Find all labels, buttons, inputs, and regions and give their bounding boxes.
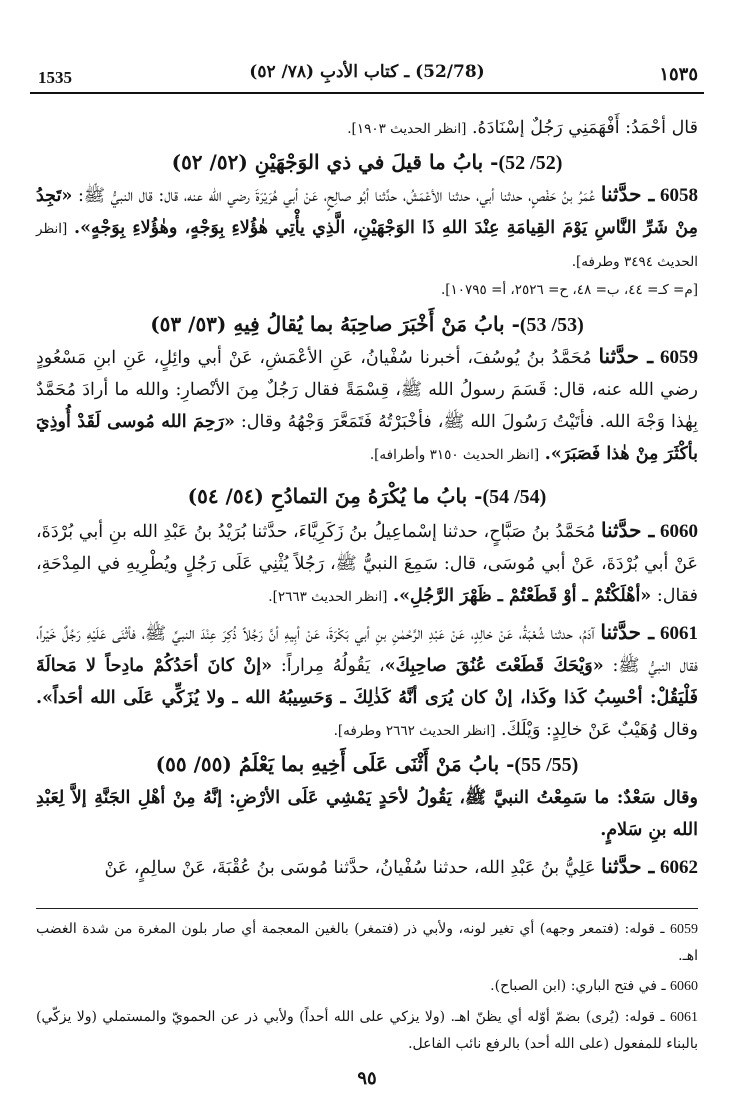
chapter-heading-55	[36, 752, 698, 777]
hadith-sigla: [م= كـ= ٤٤، ب= ٤٨، ح= ٢٥٢٦، أ= ١٠٧٩٥].	[440, 282, 698, 298]
chapter-num: (53/ 53)	[519, 314, 584, 336]
footnote-number: 6060	[670, 979, 698, 994]
hadith-isnad: مُحَمَّدُ بنُ يُوسُفَ، أخبرنا سُفْيانُ، عَنِ الأعْمَشِ، عَنْ أبي وائِلٍ، عَنِ ابنِ مَسْعُودٍ رضي الله عنه، قال: قَسَمَ رسولُ الله ﷺ، قِسْمَةً فقال رَجُلٌ مِنَ الأنْصارِ: والله ما أرادَ مُحَمَّدٌ بِهٰذا وَجْهَ الله. فأتَيْتُ رَسُولَ الله ﷺ، فأخْبَرْتُهُ فَتَمَعَّرَ وَجْهُهُ وقال:	[36, 348, 698, 432]
saad-quote-matn: إنَّهُ مِنْ أهْلِ الجَنَّةِ إلاَّ لِعَبْدِ الله بنِ سَلامٍ.	[36, 788, 698, 840]
tahdith-word: ـ حدَّثنا	[598, 344, 654, 368]
hadith-number: 6058	[659, 185, 698, 206]
hadith-matn-1: «وَيْحَكَ قَطَعْتَ عُنُقَ صاحِبِكَ»	[384, 656, 604, 676]
chapter-num: (55/ 55)	[514, 754, 579, 776]
hadith-isnad: عَلِيُّ بنُ عَبْدِ الله، حدثنا سُفْيانُ، حدَّثنا مُوسَى بنُ عُقْبَةَ، عَنْ سالِمٍ، عَنْ	[104, 858, 596, 878]
chapter-title: - بابُ ما يُكْرَهُ مِنَ التمادُحِ	[270, 484, 483, 508]
intro-ref: [انظر الحديث ١٩٠٣].	[347, 121, 467, 137]
hadith-matn: «رَحِمَ الله مُوسى لَقَدْ أُوذِيَ بأكْثَرَ مِنْ هٰذا فَصَبَرَ».	[36, 412, 698, 464]
saad-quote-lead: وقال سَعْدٌ: ما سَمِعْتُ النبيَّ ﷺ، يَقُولُ لأحَدٍ يَمْشِي عَلَى الأرْضِ:	[229, 788, 698, 808]
tahdith-word: ـ حدَّثنا	[600, 182, 655, 206]
intro-text: قال أحْمَدُ: أَفْهَمَنِي رَجُلٌ إسْنَادَهُ.	[471, 118, 698, 138]
footnote-number: 6059	[670, 922, 698, 937]
hadith-6059	[36, 340, 698, 471]
hadith-6058	[36, 178, 698, 302]
tahdith-word: ـ حدَّثنا	[601, 854, 655, 878]
chapter-heading-52	[36, 150, 698, 175]
footnote-text: ـ قوله: (فتمعر وجهه) أي تغير لونه، ولأبي ذر (فتمغر) بالغين المعجمة أي صار بلون المغرة من شدة الغضب اهـ.	[36, 921, 698, 964]
chapter-title: - بابُ مَنْ أَثْنَى عَلَى أَخِيهِ بما يَعْلَمُ	[238, 752, 515, 776]
chapter-55-intro	[36, 782, 698, 846]
chapter-num-arabic: (٥٢/ ٥٢)	[171, 150, 248, 174]
chapter-title: - بابُ ما قيلَ في ذي الوَجْهَيْنِ	[254, 150, 499, 174]
hadith-matn: «تَجِدُ مِنْ شَرِّ النَّاسِ يَوْمَ القِيامَةِ عِنْدَ اللهِ ذَا الوَجْهَيْنِ، الَّذِي يأْتِي هٰؤُلاءِ بِوَجْهٍ، وهٰؤُلاءِ بِوَجْهٍ».	[36, 186, 698, 238]
chapter-num-arabic: (٥٤/ ٥٤)	[187, 484, 264, 508]
tahdith-word: ـ حدَّثنا	[600, 620, 655, 644]
page-footer-number: ٩٥	[357, 1068, 377, 1089]
hadith-number: 6060	[659, 521, 698, 542]
tahdith-word: ـ حدَّثنا	[600, 518, 655, 542]
footnote-text: ـ في فتح الباري: (ابن الصباح).	[490, 978, 666, 994]
hadith-tail: وقال وُهَيْبٌ عَنْ خالِدٍ: وَيْلَكَ.	[500, 720, 698, 740]
hadith-mid: ، يَقُولُهُ مِراراً:	[280, 656, 385, 676]
chapter-num-arabic: (٥٣/ ٥٣)	[150, 312, 227, 336]
hadith-number: 6059	[659, 347, 698, 368]
hadith-isnad: مُحَمَّدُ بنُ صَبَّاحٍ، حدثنا إسْماعِيلُ بنُ زَكَرِيَّاءَ، حدَّثنا بُرَيْدُ بنُ عَبْدِ الله بنِ أبي بُرْدَةَ، عَنْ أبي بُرْدَةَ، عَنْ أبي مُوسَى، قال: سَمِعَ النبيُّ ﷺ، رَجُلاً يُثْنِي عَلَى رَجُلٍ ويُطْرِيهِ في المِدْحَةِ، فقال:	[36, 522, 698, 606]
page-number-arabic: ١٥٣٥	[659, 64, 698, 85]
chapter-title: - بابُ مَنْ أَخْبَرَ صاحِبَهُ بما يُقالُ فِيهِ	[233, 312, 520, 336]
hadith-ref: [انظر الحديث ٣١٥٠ وأطرافه].	[369, 447, 540, 463]
hadith-isnad: عُمَرُ بنُ حَفْصٍ، حدثنا أبي، حدثنا الأعْمَشُ، حدَّثنا أبُو صالِحٍ، عَنْ أبي هُرَيْرَةَ رضي الله عنه، قال: قال النبيُّ ﷺ:	[77, 186, 596, 206]
hadith-6062	[36, 850, 698, 884]
footnote	[36, 916, 698, 969]
hadith-ref: [انظر الحديث ٢٦٦٢ وطرفه].	[333, 723, 496, 739]
hadith-number: 6061	[659, 623, 698, 644]
hadith-matn-2: «إنْ كانَ أحَدُكُمْ مادِحاً لا مَحالَةَ فَلْيَقُلْ: أحْسِبُ كَذا وكَذا، إنْ كان يُرَى أنَّهُ كَذٰلِكَ ـ وَحَسِيبُهُ الله ـ ولا يُزَكِّي عَلَى الله أحَداً».	[36, 656, 698, 708]
hadith-ref: [انظر الحديث ٣٤٩٤ وطرفه].	[36, 221, 698, 270]
hadith-isnad: آدَمُ، حدثنا شُعْبَةُ، عَنْ خالِدٍ، عَنْ عَبْدِ الرَّحْمٰنِ بنِ أبي بَكْرَةَ، عَنْ أبِيهِ أنَّ رَجُلاً ذُكِرَ عِنْدَ النبيِّ ﷺ، فأثْنَى عَلَيْهِ رَجُلٌ خَيْراً، فقال النبيُّ ﷺ:	[36, 624, 698, 676]
chapter-num-arabic: (٥٥/ ٥٥)	[155, 752, 232, 776]
running-title: (52/78) ـ كتاب الأدبِ (٧٨/ ٥٢)	[249, 62, 485, 82]
footnote	[36, 973, 698, 1000]
hadith-number: 6062	[660, 857, 698, 878]
page-number-latin: 1535	[38, 68, 72, 87]
footnotes	[36, 916, 698, 1061]
hadith-matn: «أهْلَكْتُمْ ـ أوْ قَطَعْتُمْ ـ ظَهْرَ الرَّجُلِ».	[393, 586, 652, 606]
chapter-num: (54/ 54)	[482, 486, 547, 508]
footnote-text: ـ قوله: (يُرى) بضمّ أوّله أي يظنّ اهـ. (ولا يزكي على الله أحداً) ولأبي ذر عن الحمويّ والمستملي (ولا يزكّي) بالبناء للمفعول (على الله أحد) بالرفع نائب الفاعل.	[36, 1009, 698, 1052]
footnote-number: 6061	[670, 1010, 698, 1025]
hadith-6061	[36, 616, 698, 747]
footnote-rule	[36, 908, 698, 909]
chapter-num: (52/ 52)	[498, 152, 563, 174]
hadith-6060	[36, 514, 698, 613]
header-rule	[30, 92, 704, 94]
hadith-ref: [انظر الحديث ٢٦٦٣].	[268, 589, 388, 605]
chapter-heading-53	[36, 312, 698, 337]
intro-line	[36, 112, 698, 145]
footnote	[36, 1004, 698, 1057]
page-header	[30, 58, 704, 94]
chapter-heading-54	[36, 484, 698, 509]
